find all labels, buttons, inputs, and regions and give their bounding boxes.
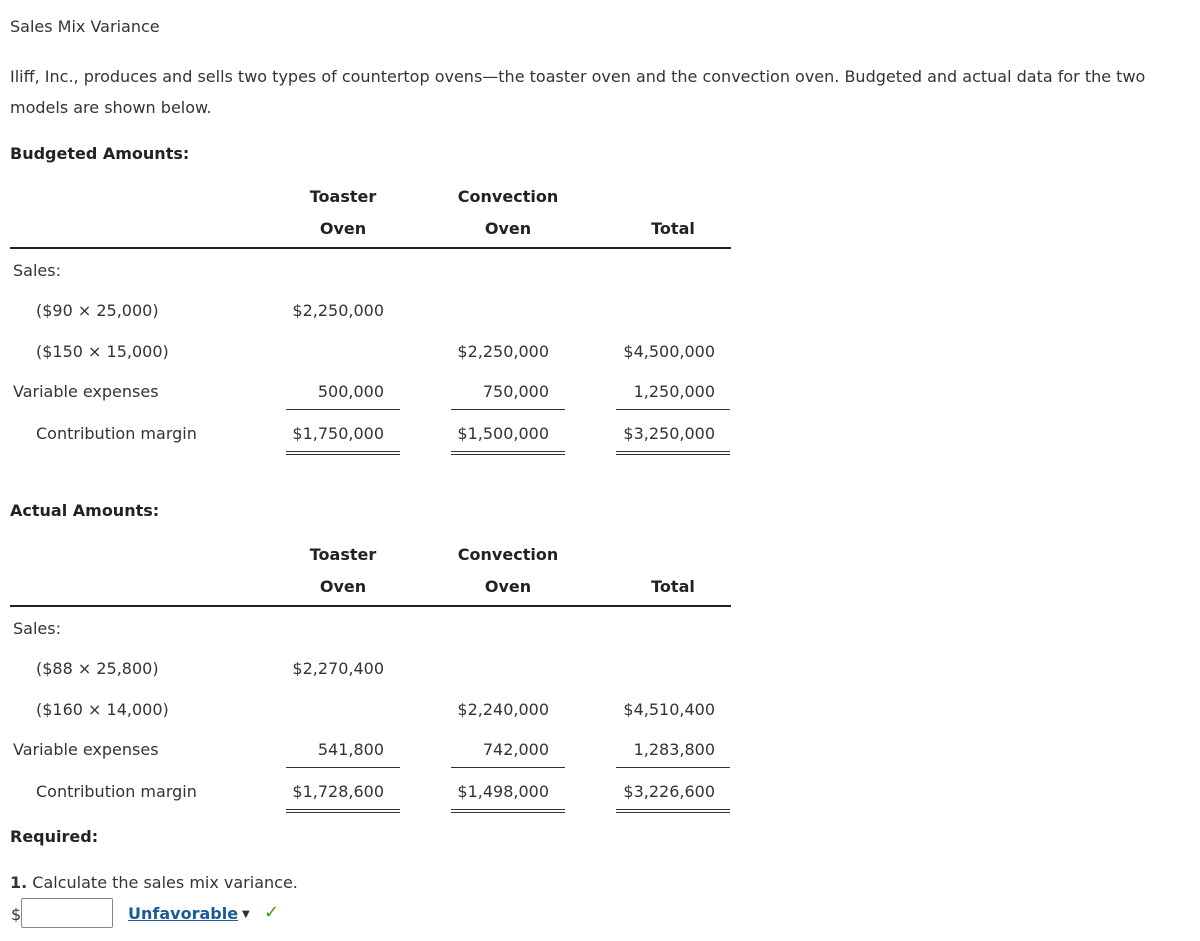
budgeted-row1-toaster: $2,250,000 [292,301,384,320]
budgeted-col-toaster-line1: Toaster [309,187,377,206]
required-heading: Required: [10,827,99,846]
actual-col-toaster-line1: Toaster [309,545,377,564]
budgeted-variable-expenses-label: Variable expenses [13,382,159,401]
actual-variable-expenses-label: Variable expenses [13,740,159,759]
actual-cm-toaster: $1,728,600 [292,782,384,801]
question-1-text: Calculate the sales mix variance. [27,873,298,892]
actual-contribution-margin-label: Contribution margin [36,782,197,801]
actual-row2-total: $4,510,400 [623,700,715,719]
budgeted-row2-label: ($150 × 15,000) [36,342,169,361]
actual-header-rule [10,605,731,607]
actual-col-convection-line2: Oven [484,577,532,596]
actual-sales-label: Sales: [13,619,61,638]
budgeted-cm-toaster: $1,750,000 [292,424,384,443]
budgeted-underline-toaster [286,409,400,410]
variance-type-selected: Unfavorable [128,904,239,923]
actual-cm-total: $3,226,600 [623,782,715,801]
budgeted-row1-label: ($90 × 25,000) [36,301,159,320]
budgeted-variable-convection: 750,000 [482,382,549,401]
actual-double-underline-convection [451,809,565,813]
actual-row1-label: ($88 × 25,800) [36,659,159,678]
budgeted-double-underline-total [616,451,730,455]
sales-mix-variance-input[interactable] [21,898,113,928]
budgeted-header-rule [10,247,731,249]
actual-col-toaster-line2: Oven [319,577,367,596]
budgeted-col-total: Total [651,219,695,238]
budgeted-variable-total: 1,250,000 [633,382,715,401]
budgeted-cm-total: $3,250,000 [623,424,715,443]
budgeted-underline-total [616,409,730,410]
budgeted-contribution-margin-label: Contribution margin [36,424,197,443]
variance-type-dropdown[interactable] [128,904,250,923]
budgeted-row2-convection: $2,250,000 [457,342,549,361]
budgeted-double-underline-toaster [286,451,400,455]
answer-currency-symbol: $ [11,905,22,924]
actual-underline-total [616,767,730,768]
budgeted-variable-toaster: 500,000 [317,382,384,401]
budgeted-cm-convection: $1,500,000 [457,424,549,443]
actual-underline-toaster [286,767,400,768]
budgeted-underline-convection [451,409,565,410]
actual-double-underline-total [616,809,730,813]
actual-row1-toaster: $2,270,400 [292,659,384,678]
actual-heading: Actual Amounts: [10,501,160,520]
actual-row2-convection: $2,240,000 [457,700,549,719]
actual-variable-total: 1,283,800 [633,740,715,759]
question-1-number: 1. [10,873,28,892]
actual-double-underline-toaster [286,809,400,813]
page-title: Sales Mix Variance [10,17,160,36]
actual-row2-label: ($160 × 14,000) [36,700,169,719]
budgeted-col-convection-line1: Convection [457,187,559,206]
budgeted-col-toaster-line2: Oven [319,219,367,238]
correct-check-icon: ✓ [264,902,280,923]
question-1 [10,873,298,892]
budgeted-sales-label: Sales: [13,261,61,280]
dropdown-caret-icon: ▼ [242,909,250,920]
actual-cm-convection: $1,498,000 [457,782,549,801]
budgeted-heading: Budgeted Amounts: [10,144,190,163]
actual-variable-convection: 742,000 [482,740,549,759]
actual-underline-convection [451,767,565,768]
budgeted-double-underline-convection [451,451,565,455]
budgeted-row2-total: $4,500,000 [623,342,715,361]
actual-col-total: Total [651,577,695,596]
intro-paragraph: Iliff, Inc., produces and sells two types of countertop ovens—the toaster oven and the convection oven. Budgeted and actual data for the two models are shown below. [10,67,1146,117]
budgeted-col-convection-line2: Oven [484,219,532,238]
actual-col-convection-line1: Convection [457,545,559,564]
actual-variable-toaster: 541,800 [317,740,384,759]
